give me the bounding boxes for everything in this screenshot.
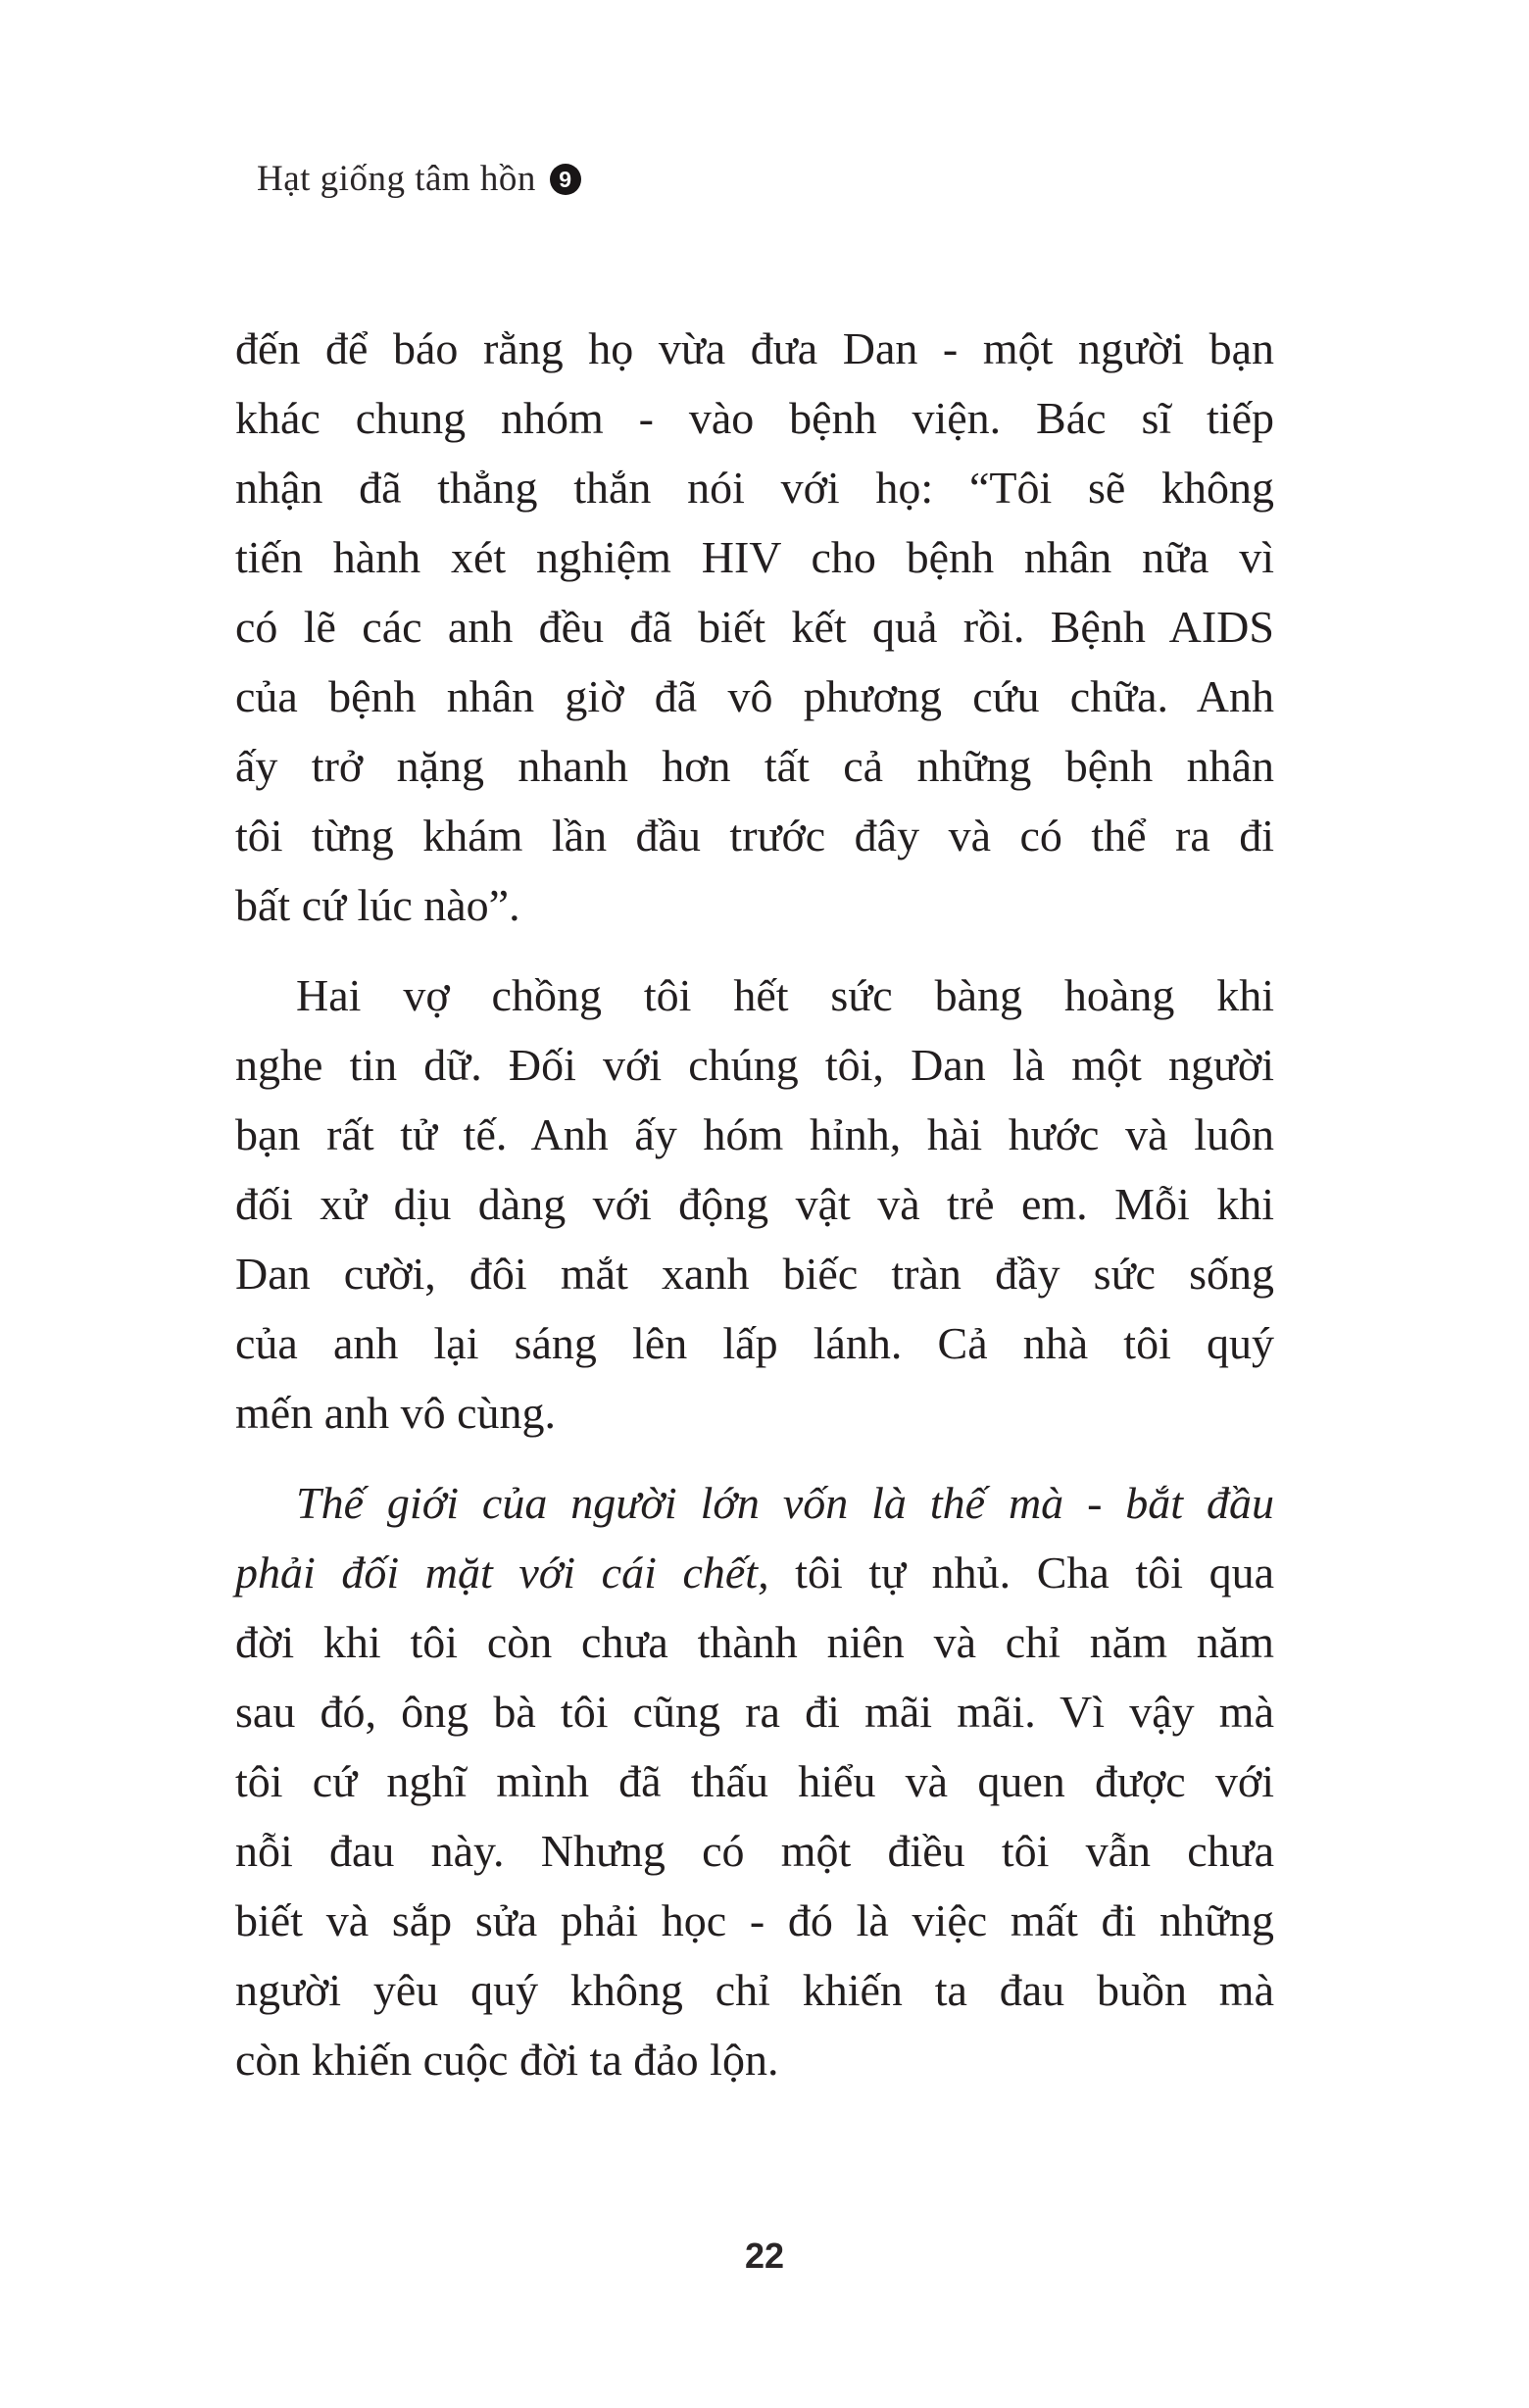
text-line (235, 453, 1274, 522)
body-text: nghe tin dữ. Đối với chúng tôi, Dan là một người (235, 1040, 1274, 1090)
text-line (235, 1030, 1274, 1100)
text-line (235, 1816, 1274, 1886)
text-line (235, 522, 1274, 592)
body-text: tôi tự nhủ. Cha tôi qua (768, 1548, 1274, 1597)
body-text: tôi cứ nghĩ mình đã thấu hiểu và quen được với (235, 1756, 1274, 1806)
body-text: Hai vợ chồng tôi hết sức bàng hoàng khi (296, 970, 1274, 1020)
body-text: mến anh vô cùng. (235, 1388, 557, 1438)
body-text: sau đó, ông bà tôi cũng ra đi mãi mãi. Vì vậy mà (235, 1687, 1274, 1737)
text-line (235, 1378, 1274, 1448)
running-header (257, 160, 581, 199)
body-text: có lẽ các anh đều đã biết kết quả rồi. Bệnh AIDS (235, 602, 1274, 652)
text-line (235, 1955, 1274, 2025)
volume-badge (550, 164, 581, 195)
body-text: Dan cười, đôi mắt xanh biếc tràn đầy sức sống (235, 1249, 1274, 1299)
body-text: biết và sắp sửa phải học - đó là việc mất đi những (235, 1895, 1274, 1945)
body-text: còn khiến cuộc đời ta đảo lộn. (235, 2035, 779, 2085)
text-line (235, 1308, 1274, 1378)
body-text: đến để báo rằng họ vừa đưa Dan - một người bạn (235, 323, 1274, 373)
paragraph (235, 314, 1274, 940)
text-line (235, 960, 1274, 1030)
page-body (235, 314, 1274, 2094)
body-text: đối xử dịu dàng với động vật và trẻ em. Mỗi khi (235, 1179, 1274, 1229)
paragraph (235, 1468, 1274, 2094)
text-line (235, 1607, 1274, 1677)
text-line (235, 1746, 1274, 1816)
text-line (235, 314, 1274, 383)
body-text: tiến hành xét nghiệm HIV cho bệnh nhân nữa vì (235, 532, 1274, 582)
body-text: nỗi đau này. Nhưng có một điều tôi vẫn chưa (235, 1826, 1274, 1876)
text-line (235, 1239, 1274, 1308)
body-text: bất cứ lúc nào”. (235, 880, 520, 930)
body-text: của anh lại sáng lên lấp lánh. Cả nhà tôi quý (235, 1318, 1274, 1368)
body-text: nhận đã thẳng thắn nói với họ: “Tôi sẽ không (235, 463, 1274, 513)
volume-number: 9 (559, 166, 572, 192)
body-text: người yêu quý không chỉ khiến ta đau buồn mà (235, 1965, 1274, 2015)
text-line (235, 870, 1274, 940)
text-line (235, 662, 1274, 731)
italic-text: Thế giới của người lớn vốn là thế mà - bắt đầu (296, 1478, 1274, 1528)
body-text: tôi từng khám lần đầu trước đây và có thể ra đi (235, 811, 1274, 860)
text-line (235, 1886, 1274, 1955)
text-line (235, 1677, 1274, 1746)
text-line (235, 731, 1274, 801)
body-text: ấy trở nặng nhanh hơn tất cả những bệnh nhân (235, 741, 1274, 791)
text-line (235, 1538, 1274, 1607)
page-footer (0, 2236, 1529, 2277)
body-text: đời khi tôi còn chưa thành niên và chỉ năm năm (235, 1617, 1274, 1667)
text-line (235, 1100, 1274, 1169)
page-number: 22 (744, 2236, 785, 2276)
paragraph (235, 960, 1274, 1448)
text-line (235, 1169, 1274, 1239)
text-line (235, 592, 1274, 662)
header-title: Hạt giống tâm hồn (257, 159, 536, 199)
text-line (235, 1468, 1274, 1538)
body-text: của bệnh nhân giờ đã vô phương cứu chữa. Anh (235, 671, 1274, 721)
text-line (235, 2025, 1274, 2094)
text-line (235, 383, 1274, 453)
body-text: khác chung nhóm - vào bệnh viện. Bác sĩ tiếp (235, 393, 1274, 443)
body-text: bạn rất tử tế. Anh ấy hóm hỉnh, hài hước và luôn (235, 1109, 1274, 1159)
italic-text: phải đối mặt với cái chết, (235, 1548, 769, 1597)
text-line (235, 801, 1274, 870)
